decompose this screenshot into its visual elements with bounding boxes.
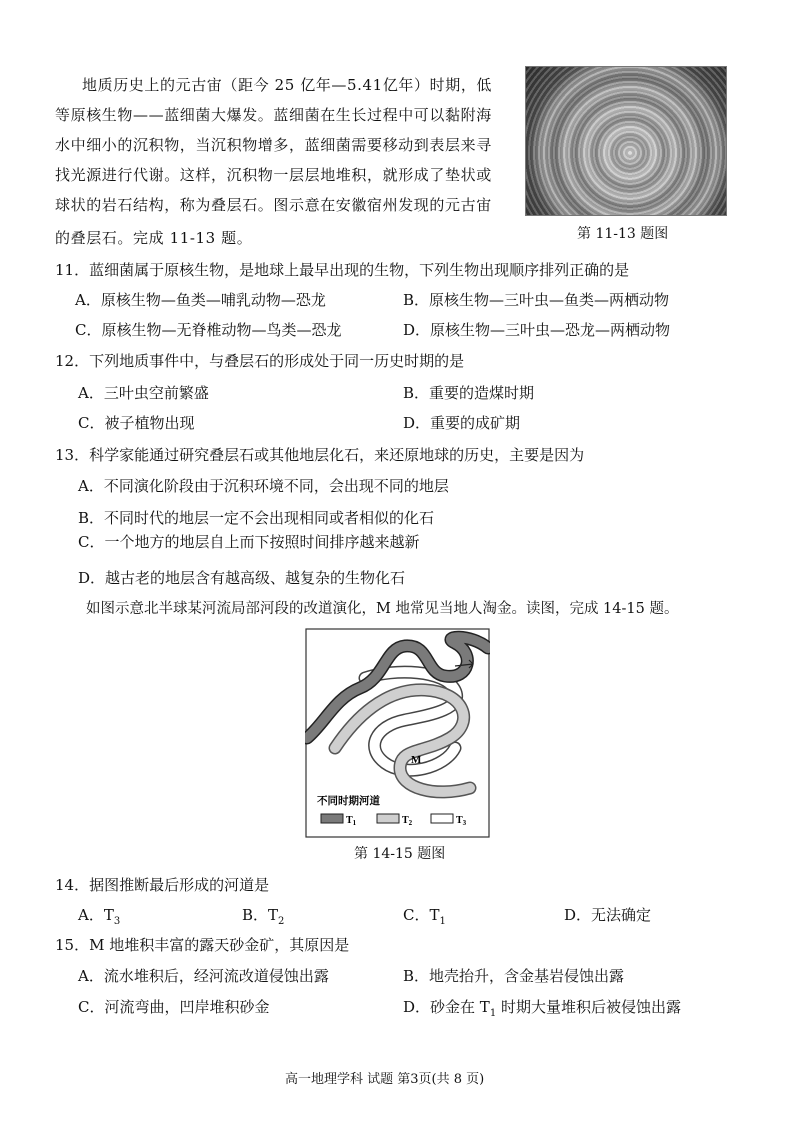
q14-option-c[interactable]: C．$T_1$: [403, 906, 446, 927]
legend-swatch-t3: [431, 814, 453, 823]
photo-caption: 第 11-13 题图: [577, 226, 669, 242]
q15-option-c[interactable]: C．河流弯曲，凹岸堆积砂金: [78, 998, 270, 1016]
legend-swatch-t2: [377, 814, 399, 823]
legend-label-t3: $T_3$: [456, 815, 467, 827]
intro-line-1: 地质历史上的元古宙（距今 25 亿年—5.41亿年）时期，低: [82, 76, 493, 94]
intro-line-2: 等原核生物——蓝细菌大爆发。蓝细菌在生长过程中可以黏附海: [55, 106, 492, 124]
q14-option-b[interactable]: B．$T_2$: [242, 906, 285, 927]
q13-option-d[interactable]: D．越古老的地层含有越高级、越复杂的生物化石: [78, 569, 406, 587]
q13-option-a[interactable]: A．不同演化阶段由于沉积环境不同，会出现不同的地层: [78, 477, 449, 495]
stromatolite-photo: [525, 66, 727, 216]
map-caption: 第 14-15 题图: [354, 846, 446, 862]
q12-option-a[interactable]: A．三叶虫空前繁盛: [78, 384, 209, 402]
q13-option-c[interactable]: C．一个地方的地层自上而下按照时间排序越来越新: [78, 533, 420, 551]
q15-option-b[interactable]: B．地壳抬升，含金基岩侵蚀出露: [403, 967, 625, 985]
q11-option-b[interactable]: B．原核生物—三叶虫—鱼类—两栖动物: [403, 291, 670, 309]
river-intro: 如图示意北半球某河流局部河段的改道演化，M 地常见当地人淘金。读图，完成 14-15 题。: [86, 601, 679, 617]
q11-option-d[interactable]: D．原核生物—三叶虫—恐龙—两栖动物: [403, 321, 671, 339]
q12-option-c[interactable]: C．被子植物出现: [78, 414, 195, 432]
legend-label-t2: $T_2$: [402, 815, 413, 827]
q15-option-d[interactable]: D．砂金在 $T_1$ 时期大量堆积后被侵蚀出露: [403, 998, 681, 1019]
q11-option-a[interactable]: A．原核生物—鱼类—哺乳动物—恐龙: [75, 291, 326, 309]
q12-option-b[interactable]: B．重要的造煤时期: [403, 384, 535, 402]
point-m-label: M: [411, 754, 422, 766]
page-footer: 高一地理学科 试题 第3页(共 8 页): [285, 1072, 485, 1087]
intro-line-6: 的叠层石。完成 11-13 题。: [55, 229, 253, 247]
q14-option-d[interactable]: D．无法确定: [564, 906, 652, 924]
q14-option-a[interactable]: A．$T_3$: [78, 906, 121, 927]
legend-swatch-t1: [321, 814, 343, 823]
river-map: [305, 628, 490, 838]
intro-line-5: 球状的岩石结构，称为叠层石。图示意在安徽宿州发现的元古宙: [55, 196, 492, 214]
q12-option-d[interactable]: D．重要的成矿期: [403, 414, 521, 432]
q11-stem: 11．蓝细菌属于原核生物，是地球上最早出现的生物，下列生物出现顺序排列正确的是: [55, 261, 630, 279]
legend-title: 不同时期河道: [317, 795, 380, 807]
q13-stem: 13．科学家能通过研究叠层石或其他地层化石，来还原地球的历史，主要是因为: [55, 446, 585, 464]
q15-stem: 15．M 地堆积丰富的露天砂金矿，其原因是: [55, 936, 350, 954]
intro-line-3: 水中细小的沉积物，当沉积物增多，蓝细菌需要移动到表层来寻: [55, 136, 492, 154]
q13-option-b[interactable]: B．不同时代的地层一定不会出现相同或者相似的化石: [78, 509, 435, 527]
intro-line-4: 找光源进行代谢。这样，沉积物一层层地堆积，就形成了垫状或: [55, 166, 492, 184]
q12-stem: 12．下列地质事件中，与叠层石的形成处于同一历史时期的是: [55, 352, 465, 370]
q11-option-c[interactable]: C．原核生物—无脊椎动物—鸟类—恐龙: [75, 321, 342, 339]
q15-option-a[interactable]: A．流水堆积后，经河流改道侵蚀出露: [78, 967, 329, 985]
q14-stem: 14．据图推断最后形成的河道是: [55, 876, 270, 894]
legend-label-t1: $T_1$: [346, 815, 357, 827]
